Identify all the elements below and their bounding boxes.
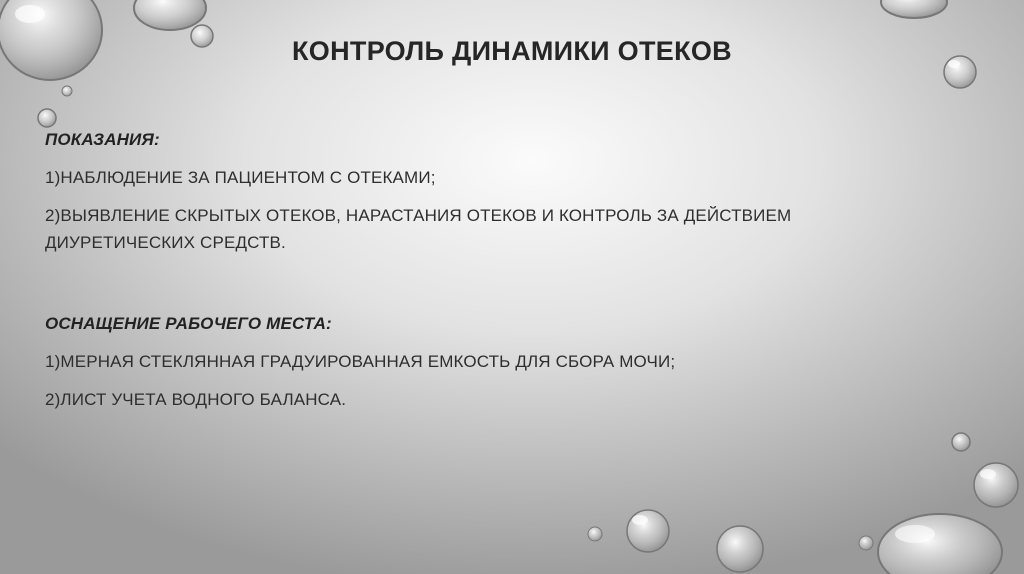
drop-icon (859, 536, 873, 550)
drop-icon (38, 109, 56, 127)
equipment-heading: ОСНАЩЕНИЕ РАБОЧЕГО МЕСТА: (45, 314, 332, 333)
drop-icon (627, 510, 669, 552)
drop-icon (952, 433, 970, 451)
indication-item-1: 1)НАБЛЮДЕНИЕ ЗА ПАЦИЕНТОМ С ОТЕКАМИ; (45, 168, 436, 187)
drop-icon (134, 0, 206, 30)
slide-title: КОНТРОЛЬ ДИНАМИКИ ОТЕКОВ (292, 36, 732, 66)
equipment-item-2: 2)ЛИСТ УЧЕТА ВОДНОГО БАЛАНСА. (45, 390, 347, 409)
drop-icon (881, 0, 947, 18)
slide-content (45, 126, 875, 413)
drop-icon (878, 514, 1002, 574)
drop-icon (717, 526, 763, 572)
drop-icon (588, 527, 602, 541)
equipment-item-1: 1)МЕРНАЯ СТЕКЛЯННАЯ ГРАДУИРОВАННАЯ ЕМКОСТЬ ДЛЯ СБОРА МОЧИ; (45, 352, 676, 371)
drop-icon (974, 463, 1018, 507)
indications-heading: ПОКАЗАНИЯ: (45, 130, 160, 149)
indication-item-2: 2)ВЫЯВЛЕНИЕ СКРЫТЫХ ОТЕКОВ, НАРАСТАНИЯ ОТЕКОВ И КОНТРОЛЬ ЗА ДЕЙСТВИЕМ ДИУРЕТИЧЕСКИХ СРЕДСТВ. (45, 206, 792, 252)
drop-icon (62, 86, 72, 96)
